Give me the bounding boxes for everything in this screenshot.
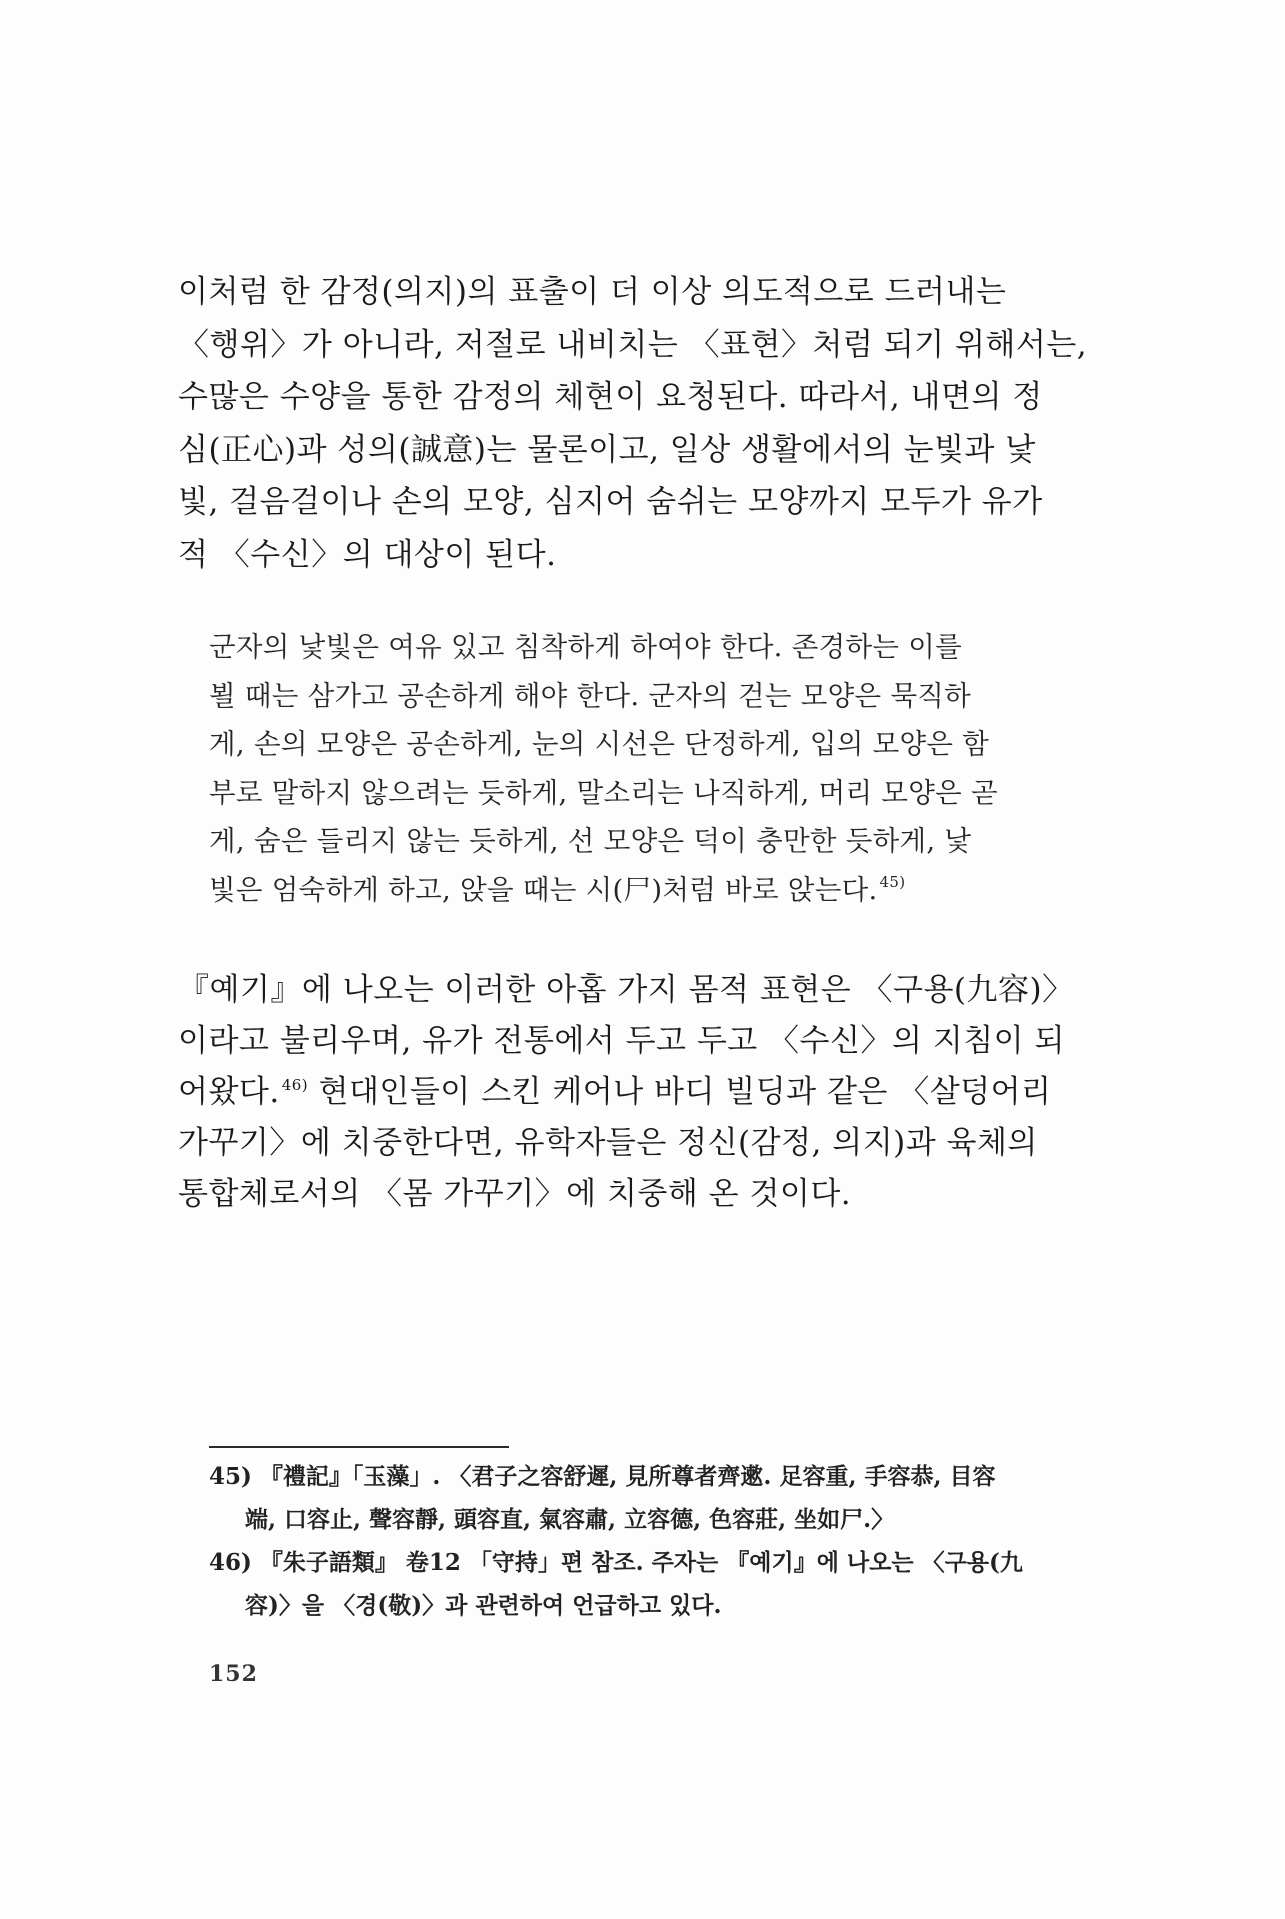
quote-line: 군자의 낯빛은 여유 있고 침착하게 하여야 한다. 존경하는 이를	[209, 631, 962, 663]
quote-line: 게, 숨은 들리지 않는 듯하게, 선 모양은 덕이 충만한 듯하게, 낯	[209, 825, 972, 857]
footnotes	[209, 1455, 1139, 1627]
footnote-divider	[209, 1446, 509, 1448]
block-quote	[209, 623, 1129, 914]
quote-line-text: 빛은 엄숙하게 하고, 앉을 때는 시(尸)처럼 바로 앉는다.	[209, 873, 878, 906]
footnote-45-line: 45) 『禮記』「玉藻」. 〈君子之容舒遲, 見所尊者齊遬. 足容重, 手容恭, 目容	[209, 1463, 996, 1490]
body-paragraph-1	[178, 266, 1128, 581]
footnote-reference-46: 46)	[281, 1076, 309, 1094]
text-line: 수많은 수양을 통한 감정의 체현이 요청된다. 따라서, 내면의 정	[178, 379, 1043, 415]
quote-line: 게, 손의 모양은 공손하게, 눈의 시선은 단정하게, 입의 모양은 함	[209, 728, 990, 760]
text-line	[178, 1067, 1128, 1118]
text-segment: 현대인들이 스킨 케어나 바디 빌딩과 같은 〈살덩어리	[308, 1074, 1052, 1110]
quote-line: 뵐 때는 삼가고 공손하게 해야 한다. 군자의 걷는 모양은 묵직하	[209, 679, 972, 712]
footnote-46-line: 容)〉을 〈경(敬)〉과 관련하여 언급하고 있다.	[245, 1592, 722, 1619]
text-line: 『예기』에 나오는 이러한 아홉 가지 몸적 표현은 〈구용(九容)〉	[178, 972, 1074, 1008]
text-line: 가꾸기〉에 치중한다면, 유학자들은 정신(감정, 의지)과 육체의	[178, 1125, 1038, 1161]
footnote-45-line: 端, 口容止, 聲容靜, 頭容直, 氣容肅, 立容德, 色容莊, 坐如尸.〉	[245, 1506, 895, 1533]
footnote-reference-45: 45)	[879, 872, 906, 891]
quote-line: 부로 말하지 않으려는 듯하게, 말소리는 나직하게, 머리 모양은 곧	[209, 776, 998, 809]
footnote-46-line: 46) 『朱子語類』 卷12 「守持」편 참조. 주자는 『예기』에 나오는 〈구용(九	[209, 1549, 1023, 1576]
text-line: 〈행위〉가 아니라, 저절로 내비치는 〈표현〉처럼 되기 위해서는,	[178, 326, 1088, 363]
body-paragraph-2	[178, 965, 1128, 1220]
text-line: 빛, 걸음걸이나 손의 모양, 심지어 숨쉬는 모양까지 모두가 유가	[178, 484, 1043, 520]
page-number: 152	[209, 1661, 258, 1687]
text-line: 이처럼 한 감정(의지)의 표출이 더 이상 의도적으로 드러내는	[178, 274, 1007, 310]
text-line: 적 〈수신〉의 대상이 된다.	[178, 536, 557, 573]
text-segment: 어왔다.	[178, 1074, 280, 1110]
text-line: 심(正心)과 성의(誠意)는 물론이고, 일상 생활에서의 눈빛과 낯	[178, 431, 1036, 468]
quote-line	[209, 866, 1129, 915]
text-line: 통합체로서의 〈몸 가꾸기〉에 치중해 온 것이다.	[178, 1176, 852, 1212]
text-line: 이라고 불리우며, 유가 전통에서 두고 두고 〈수신〉의 지침이 되	[178, 1023, 1065, 1059]
